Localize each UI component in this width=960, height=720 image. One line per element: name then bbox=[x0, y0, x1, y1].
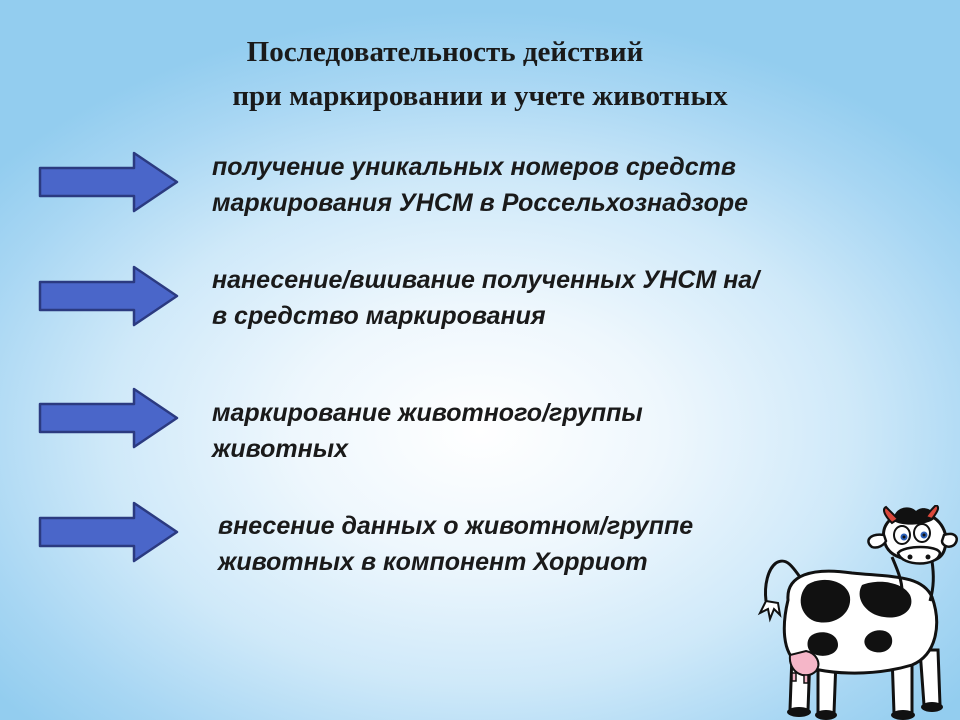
title-line-1: Последовательность действий bbox=[246, 36, 644, 68]
step-1-line-1: получение уникальных номеров средств bbox=[212, 153, 736, 181]
step-4-line-2: животных в компонент Хорриот bbox=[218, 548, 648, 576]
step-3-line-1: маркирование животного/группы bbox=[212, 399, 643, 427]
step-2-line-1: нанесение/вшивание полученных УНСМ на/ bbox=[212, 266, 760, 294]
step-1-text bbox=[212, 149, 748, 221]
title-line-2: при маркировании и учете животных bbox=[232, 80, 728, 112]
step-4-text bbox=[218, 508, 693, 580]
step-1-line-2: маркирования УНСМ в Россельхознадзоре bbox=[212, 189, 749, 217]
step-2-line-2: в средство маркирования bbox=[212, 302, 546, 330]
page-title bbox=[0, 30, 960, 118]
right-arrow-icon bbox=[38, 264, 180, 328]
right-arrow-icon bbox=[38, 150, 180, 214]
right-arrow-icon bbox=[38, 500, 180, 564]
step-3-line-2: животных bbox=[212, 435, 349, 463]
step-3-text bbox=[212, 395, 643, 467]
cow-illustration bbox=[752, 505, 960, 720]
step-4-line-1: внесение данных о животном/группе bbox=[218, 512, 694, 540]
right-arrow-icon bbox=[38, 386, 180, 450]
step-2-text bbox=[212, 262, 759, 334]
